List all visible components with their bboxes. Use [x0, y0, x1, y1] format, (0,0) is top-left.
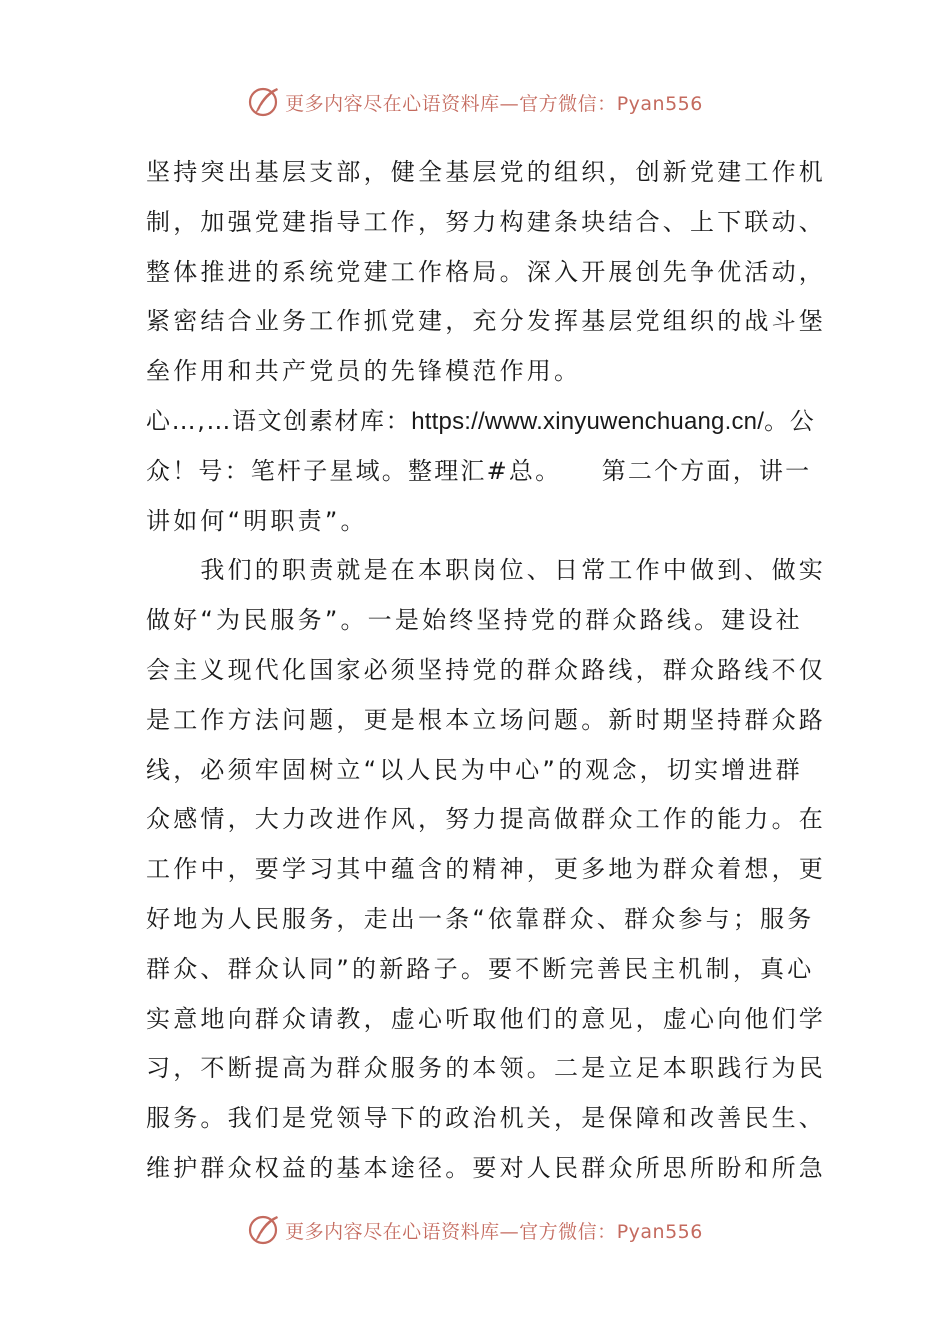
section-heading-line: 讲如何“明职责”。: [146, 506, 368, 535]
text-line: 坚持突出基层支部，健全基层党的组织，创新党建工作机: [146, 158, 826, 186]
text-line: 线，必须牢固树立“以人民为中心”的观念，切实增进群: [146, 755, 803, 784]
banner-wechat-id: Pyan556: [616, 1220, 703, 1243]
text-line: 整体推进的系统党建工作格局。深入开展创先争优活动，: [146, 257, 826, 286]
text-line: 众感情，大力改进作风，努力提高做群众工作的能力。在: [146, 805, 826, 834]
text-line: 垒作用和共产党员的先锋模范作用。: [146, 357, 582, 386]
text-line: 制，加强党建指导工作，努力构建条块结合、上下联动、: [146, 207, 826, 236]
watermark-prefix: 心…,…语文创素材库：: [146, 406, 412, 435]
text-line: 做好“为民服务”。一是始终坚持党的群众路线。建设社: [146, 606, 803, 635]
banner-wechat-label: 官方微信：: [519, 92, 617, 115]
header-banner: [0, 82, 950, 122]
quill-pen-icon: [247, 85, 281, 119]
text-line: 工作中，要学习其中蕴含的精神，更多地为群众着想，更: [146, 855, 826, 884]
banner-slogan: 更多内容尽在心语资料库—: [285, 1220, 520, 1243]
text-line: 紧密结合业务工作抓党建，充分发挥基层党组织的战斗堡: [146, 307, 826, 336]
text-line: 会主义现代化国家必须坚持党的群众路线，群众路线不仅: [146, 655, 826, 684]
footer-banner: [0, 1210, 950, 1250]
text-line: 群众、群众认同”的新路子。要不断完善民主机制，真心: [146, 954, 815, 983]
text-line: 我们的职责就是在本职岗位、日常工作中做到、做实: [146, 556, 826, 585]
banner-text: [285, 1217, 703, 1244]
document-body: [146, 148, 826, 1194]
text-line: 是工作方法问题，更是根本立场问题。新时期坚持群众路: [146, 705, 826, 734]
watermark-line: [146, 397, 816, 447]
banner-text: [285, 89, 703, 116]
text-line: 实意地向群众请教，虚心听取他们的意见，虚心向他们学: [146, 1004, 826, 1033]
banner-slogan: 更多内容尽在心语资料库—: [285, 92, 520, 115]
watermark-url: https://www.xinyuwenchuang.cn/: [411, 407, 765, 435]
watermark-suffix: 。公: [764, 406, 816, 435]
text-line: 服务。我们是党领导下的政治机关，是保障和改善民生、: [146, 1104, 826, 1133]
text-line: 好地为人民服务，走出一条“依靠群众、群众参与；服务: [146, 904, 815, 933]
text-line: 维护群众权益的基本途径。要对人民群众所思所盼和所急: [146, 1153, 826, 1182]
quill-pen-icon: [247, 1213, 281, 1247]
banner-wechat-id: Pyan556: [616, 92, 703, 115]
banner-wechat-label: 官方微信：: [519, 1220, 617, 1243]
watermark-line-2: 众！号：笔杆子星域。整理汇#总。 第二个方面，讲一: [146, 456, 812, 485]
text-line: 习，不断提高为群众服务的本领。二是立足本职践行为民: [146, 1054, 826, 1083]
